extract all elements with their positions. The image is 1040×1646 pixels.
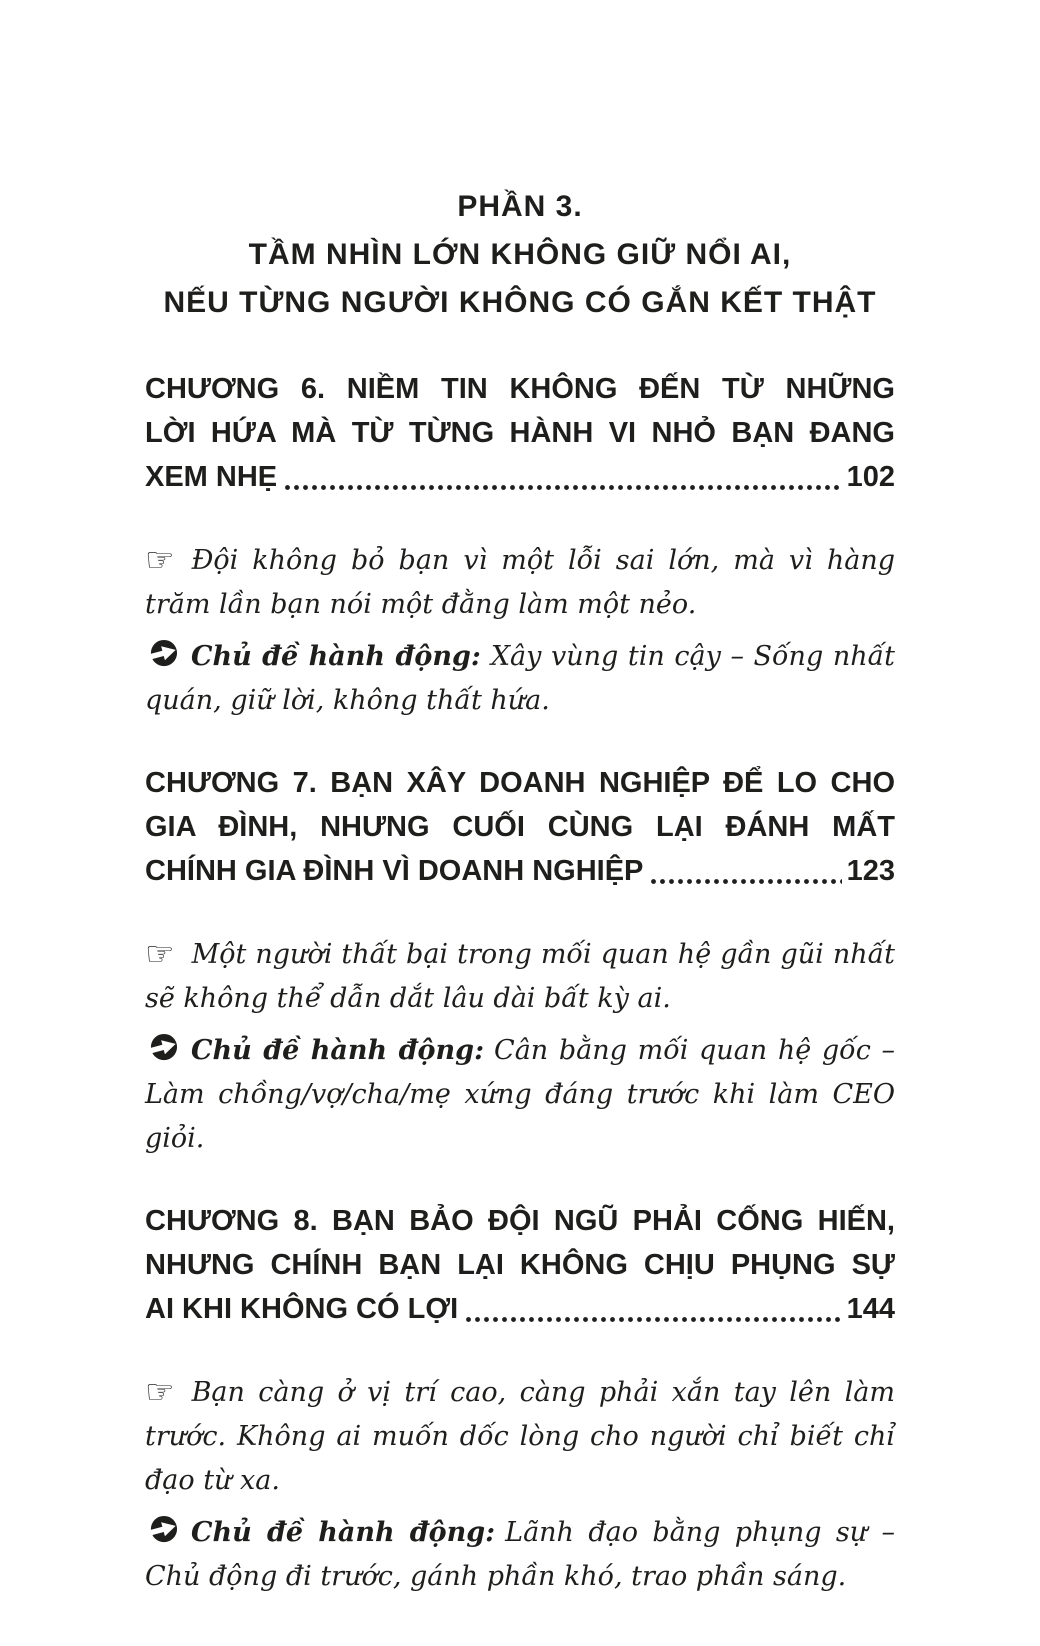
action-label: Chủ đề hành động: — [191, 641, 481, 672]
chapter-6-action — [145, 635, 895, 723]
chapter-7-title-line: GIA ĐÌNH, NHƯNG CUỐI CÙNG LẠI ĐÁNH MẤT — [145, 811, 895, 843]
chapter-6-title-last-line — [145, 455, 895, 499]
chapter-7-heading — [145, 761, 895, 893]
chapter-6-title-line: CHƯƠNG 6. NIỀM TIN KHÔNG ĐẾN TỪ NHỮNG — [145, 373, 895, 405]
chapter-7-quote — [145, 933, 895, 1021]
chapter-8-title-line: NHƯNG CHÍNH BẠN LẠI KHÔNG CHỊU PHỤNG SỰ — [145, 1249, 895, 1281]
chapter-7-title-line: CHƯƠNG 7. BẠN XÂY DOANH NGHIỆP ĐỂ LO CHO — [145, 767, 895, 799]
chapter-6-title-line: LỜI HỨA MÀ TỪ TỪNG HÀNH VI NHỎ BẠN ĐANG — [145, 417, 895, 449]
part-heading-line-3: NẾU TỪNG NGƯỜI KHÔNG CÓ GẮN KẾT THẬT — [163, 286, 877, 319]
quote-text: Bạn càng ở vị trí cao, càng phải xắn tay lên làm trước. Không ai muốn dốc lòng cho người chỉ biết chỉ đạo từ xa. — [145, 1377, 895, 1496]
quote-text: Một người thất bại trong mối quan hệ gần gũi nhất sẽ không thể dẫn dắt lâu dài bất kỳ ai. — [145, 939, 895, 1014]
action-label: Chủ đề hành động: — [191, 1035, 485, 1066]
dot-leader — [649, 879, 841, 884]
chapter-7-title-last-line — [145, 849, 895, 893]
chapter-7-action — [145, 1029, 895, 1161]
part-heading — [145, 183, 895, 327]
part-heading-line-2: TẦM NHÌN LỚN KHÔNG GIỮ NỔI AI, — [248, 238, 792, 271]
chapter-7-page-number: 123 — [846, 855, 895, 887]
chapter-8-quote — [145, 1371, 895, 1503]
chapter-8-heading — [145, 1199, 895, 1331]
quote-text: Đội không bỏ bạn vì một lỗi sai lớn, mà vì hàng trăm lần bạn nói một đằng làm một nẻo. — [145, 545, 895, 620]
circled-arrow-icon — [145, 638, 181, 669]
chapter-6-heading — [145, 367, 895, 499]
chapter-8-action — [145, 1511, 895, 1599]
pointing-hand-icon: ☞ — [145, 934, 175, 973]
toc-entry-chapter-8 — [145, 1199, 895, 1599]
chapter-6-page-number: 102 — [846, 461, 895, 493]
toc-entry-chapter-6 — [145, 367, 895, 723]
chapter-8-title-last-line — [145, 1287, 895, 1331]
action-text: Lãnh đạo bằng phụng sự – Chủ động đi trước, gánh phần khó, trao phần sáng. — [145, 1517, 895, 1592]
action-text: Cân bằng mối quan hệ gốc – Làm chồng/vợ/cha/mẹ xứng đáng trước khi làm CEO giỏi. — [145, 1035, 896, 1154]
action-label: Chủ đề hành động: — [191, 1517, 496, 1548]
dot-leader — [464, 1317, 841, 1322]
pointing-hand-icon: ☞ — [145, 540, 175, 579]
chapter-6-quote — [145, 539, 895, 627]
chapter-7-title-fragment: CHÍNH GIA ĐÌNH VÌ DOANH NGHIỆP — [145, 855, 644, 887]
chapter-6-title-fragment: XEM NHẸ — [145, 461, 278, 493]
chapter-8-page-number: 144 — [846, 1293, 895, 1325]
pointing-hand-icon: ☞ — [145, 1372, 175, 1411]
circled-arrow-icon — [145, 1032, 181, 1063]
toc-entry-chapter-7 — [145, 761, 895, 1161]
chapter-8-title-fragment: AI KHI KHÔNG CÓ LỢI — [145, 1293, 459, 1325]
chapter-8-title-line: CHƯƠNG 8. BẠN BẢO ĐỘI NGŨ PHẢI CỐNG HIẾN, — [145, 1205, 895, 1237]
part-heading-line-1: PHẦN 3. — [457, 190, 583, 223]
dot-leader — [283, 485, 841, 490]
circled-arrow-icon — [145, 1514, 181, 1545]
action-text: Xây vùng tin cậy – Sống nhất quán, giữ lời, không thất hứa. — [145, 641, 895, 716]
